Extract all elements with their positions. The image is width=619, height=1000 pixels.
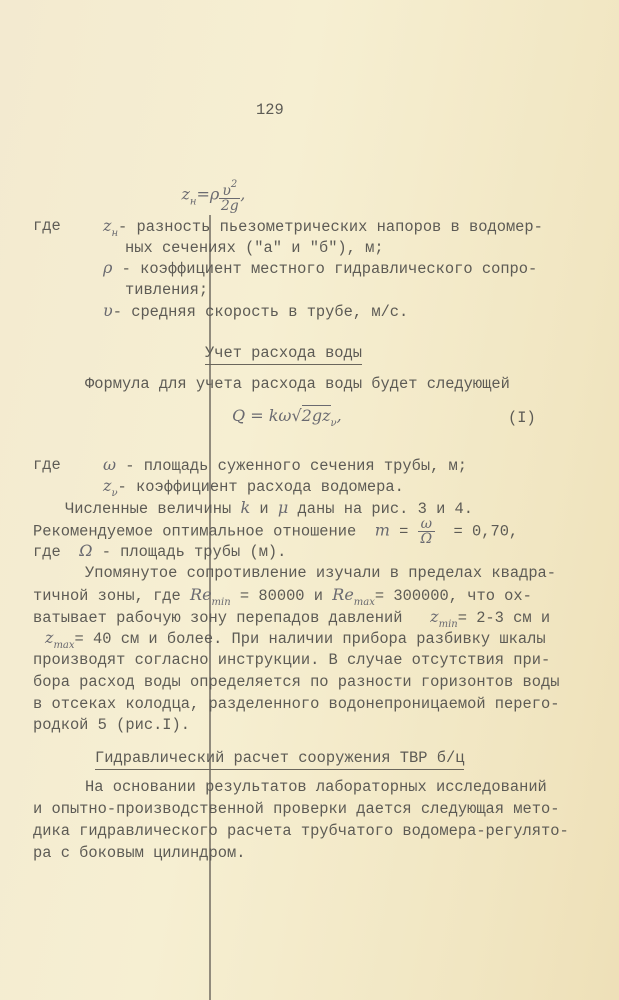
symbol: k <box>240 498 251 517</box>
formula-equals: = <box>196 184 210 204</box>
sqrt-icon: √ <box>291 406 302 425</box>
subscript: max <box>53 640 75 651</box>
formula-head-loss <box>163 160 245 213</box>
definition-text: - коэффициент местного гидравлического сопро- <box>112 260 538 278</box>
text: = 300000, что ох- <box>374 587 532 605</box>
para2-line1: Упомянутое сопротивление изучали в пределах квадра- <box>85 564 557 582</box>
page-number: 129 <box>256 101 284 119</box>
para3-line3: дика гидравлического расчета трубчатого водомера-регулято- <box>33 822 569 840</box>
numerator: ω <box>418 517 435 532</box>
formula-number: (I) <box>508 409 536 427</box>
para2-line7: в отсеках колодца, разделенного водонепроницаемой перего- <box>33 695 560 713</box>
text: = 40 см и более. При наличии прибора разбивку шкалы <box>74 630 546 648</box>
para2-line6: бора расход воды определяется по разности горизонтов воды <box>33 673 560 691</box>
subscript: н <box>111 228 119 239</box>
definition-text: - коэффициент расхода водомера. <box>117 478 404 496</box>
formula-comma: , <box>336 406 342 425</box>
definition-text: - площадь суженного сечения трубы, м; <box>116 457 468 475</box>
formula-subscript: ν <box>330 418 337 429</box>
section-heading-flow <box>205 344 362 362</box>
formula-flow <box>232 407 342 433</box>
subscript: max <box>353 597 375 608</box>
text: = 0,70, <box>435 522 519 541</box>
symbol: Re <box>190 585 212 604</box>
text: тичной зоны, где <box>33 587 191 605</box>
definition-text: - разность пьезометрических напоров в водомер- <box>118 218 543 236</box>
fraction-numerator: υ <box>222 183 231 199</box>
text: ватывает рабочую зону перепадов давлений <box>33 609 431 627</box>
symbol: υ <box>103 301 113 320</box>
text: Численные величины <box>65 500 241 518</box>
symbol: z <box>103 476 112 495</box>
formula-fraction <box>219 178 240 213</box>
symbol: z <box>103 216 112 235</box>
symbol: z <box>45 628 54 647</box>
formula-intro: Формула для учета расхода воды будет следующей <box>85 375 510 393</box>
text: Рекомендуемое оптимальное отношение <box>33 522 375 541</box>
symbol: ρ <box>103 258 113 277</box>
denominator: Ω <box>420 531 433 547</box>
definition-rho <box>103 259 537 278</box>
definition-v <box>103 302 408 321</box>
symbol: μ <box>277 498 289 517</box>
symbol: z <box>430 607 439 626</box>
where-label: где <box>33 217 61 235</box>
subscript: ν <box>111 488 118 499</box>
symbol: Ω <box>79 541 93 560</box>
text: - площадь трубы (м). <box>92 543 287 561</box>
definition-text: - средняя скорость в трубе, м/с. <box>112 303 409 321</box>
formula-root: 2gz <box>301 406 331 425</box>
subscript: min <box>438 619 458 630</box>
definition-rho-cont: тивления; <box>125 281 209 299</box>
fraction-sup: 2 <box>230 179 238 190</box>
formula-subscript: н <box>189 196 197 208</box>
para-pipe-area <box>33 542 286 561</box>
ratio-fraction <box>418 517 435 546</box>
symbol: m <box>374 520 390 540</box>
text: = 2-3 см и <box>457 609 551 627</box>
heading-text: Гидравлический расчет сооружения ТВР б/ц <box>95 749 464 770</box>
text: и <box>250 500 278 518</box>
heading-text: Учет расхода воды <box>205 344 362 365</box>
definition-omega <box>103 456 467 475</box>
para3-line2: и опытно-производственной проверки дается следующая мето- <box>33 800 560 818</box>
where-label-2: где <box>33 456 61 474</box>
symbol: Re <box>332 585 354 604</box>
fraction-denominator: 2g <box>220 198 239 214</box>
symbol: ω <box>103 455 117 474</box>
formula-symbol: z <box>181 184 190 204</box>
para2-line8: родкой 5 (рис.I). <box>33 716 191 734</box>
text: = 80000 и <box>230 587 333 605</box>
text: = <box>389 522 418 541</box>
section-heading-calc <box>95 749 464 767</box>
definition-zn-cont: ных сечениях ("а" и "б"), м; <box>125 239 384 257</box>
formula-coef: ρ <box>209 184 220 204</box>
para3-line4: ра с боковым цилиндром. <box>33 844 246 862</box>
subscript: min <box>211 597 231 608</box>
formula-expr: Q = kω <box>232 406 292 425</box>
para3-line1: На основании результатов лабораторных исследований <box>85 778 547 796</box>
para-values <box>65 499 473 518</box>
text: даны на рис. 3 и 4. <box>288 500 474 518</box>
formula-comma: , <box>240 184 246 204</box>
para2-line5: производят согласно инструкции. В случае отсутствия при- <box>33 651 551 669</box>
text: где <box>33 543 80 561</box>
